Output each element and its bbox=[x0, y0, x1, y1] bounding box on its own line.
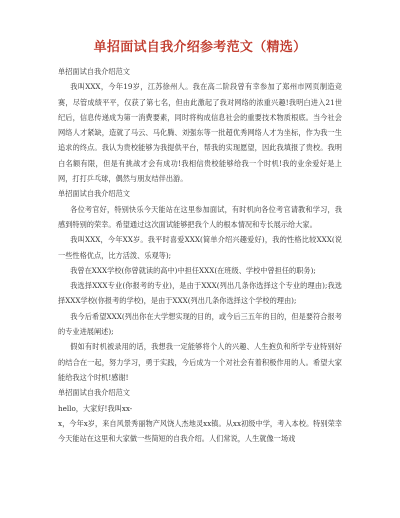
section-heading: 单招面试自我介绍范文 bbox=[58, 189, 130, 199]
paragraph: 我选择XXX专业(你报考的专业)，是由于XXX(列出几条你选择这个专业的理由);我选择XXX学校(你报考的学校)，是由于XXX(列出几条你选择这个学校的理由); bbox=[58, 281, 342, 306]
paragraph: x，今年x岁，来自风景秀丽物产风饶人杰地灵xx镇。从xx初级中学，考入本校。特别荣幸今天能站在这里和大家做一些简短的自我介绍。人们常说，人生就像一场戏 bbox=[58, 418, 342, 444]
paragraph: hello，大家好!我叫xx- bbox=[58, 403, 133, 413]
paragraph: 假如有时机被录用的话，我想我一定能够将个人的兴趣、人生抱负和所学专业特别好的结合在一起，努力学习，勇于实践，今后成为一个对社会有着积极作用的人。希望大家能给我这个时机!感谢! bbox=[58, 342, 342, 382]
paragraph: 我曾在XXX学校(你曾就读的高中)中担任XXX(在班级、学校中曾担任的职务); bbox=[70, 265, 316, 275]
paragraph: 我叫XXX，今年19岁，江苏徐州人。我在高二阶段曾有幸参加了郑州市网页制造竞赛，尽管成绩平平，仅获了第七名，但由此激起了我对网络的浓重兴趣!我明白进入21世纪后，信息传递成为第一消费要素，同时将构成信息社会的重要技术物质根底。当今社会网络人才紧缺，造就了马云、马化腾、刘强东等一批超优秀网络人才为坐标，作为我一生追求的终点。我认为贵校能够为我提供平台，帮我的实现愿望，因此我填报了贵校。我明白名额有限，但是有挑战才会有成功!我相信贵校能够给我一个时机!我的业余爱好是上网，打打乒乓球，偶然与朋友结伴出游。 bbox=[58, 82, 342, 184]
section-heading: 单招面试自我介绍范文 bbox=[58, 67, 130, 76]
section-3 bbox=[58, 385, 342, 446]
section-heading: 单招面试自我介绍范文 bbox=[58, 388, 130, 398]
paragraph: 各位考官好，特别快乐今天能站在这里参加面试，有时机向各位考官请教和学习，我感到特别的荣幸。希望通过这次面试能够把我个人的根本情况和专长展示给大家。 bbox=[58, 204, 342, 229]
paragraph: 我叫XXX，今年XX岁。我平时喜爱XXX(简单介绍兴趣爱好)，我的性格比较XXX(说一些性格优点，比方活泼、乐观等); bbox=[58, 235, 342, 260]
section-2 bbox=[58, 186, 342, 385]
document-title: 单招面试自我介绍参考范文（精选） bbox=[93, 40, 307, 55]
paragraph: 我今后希望XXX(列出你在大学想实现的目的，或今后三五年的目的，但是要符合报考的专业进展阐述); bbox=[58, 311, 342, 337]
section-1 bbox=[58, 64, 342, 186]
